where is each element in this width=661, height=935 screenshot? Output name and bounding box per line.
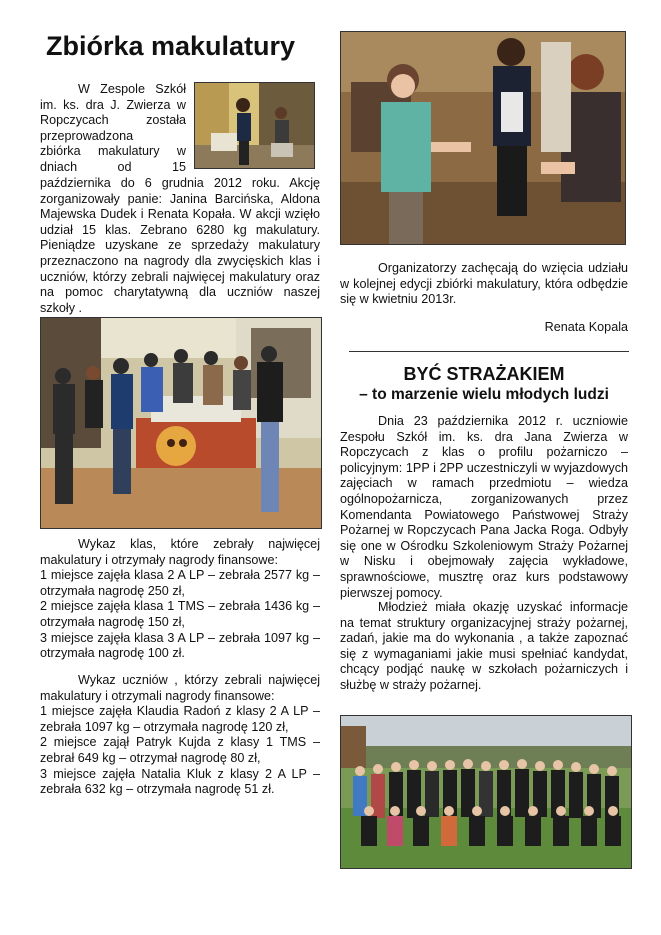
intro-paragraph: października do 6 grudnia 2012 roku. Akcję zorganizowały panie: Janina Barcińska, Aldona Majewska Dudek i Renata Kopała. W akcji wzięło udział 15 klas. Zebrano 6280 kg makulatury. Pieniądze uzyskane ze sprzedaży makulatury przeznaczono na nagrody dla zwycięskich klas i uczniów, którzy zebrali najwięcej makulatury oraz na pomoc charytatywną dla uczniów naszej szkoły . xyxy=(40,176,320,315)
intro-line: im. ks. dra J. Zwierza w xyxy=(40,97,186,112)
organizers-note: Organizatorzy zachęcają do wzięcia udziału w kolejnej edycji zbiórki makulatury, która odbędzie się w kwietniu 2013r. xyxy=(340,261,628,307)
intro-line: przeprowadzona xyxy=(40,128,134,143)
list-item: 1 miejsce zajęła klasa 2 A LP – zebrała 2577 kg – otrzymała nagrodę 250 zł, xyxy=(40,568,320,598)
photo-collection-hallway xyxy=(194,82,315,169)
photo-award-handover xyxy=(340,31,626,245)
classes-section xyxy=(40,537,320,662)
article2-paragraph-1: Dnia 23 października 2012 r. uczniowie Zespołu Szkół im. ks. dra Jana Zwierza w Ropczycach z klas o profilu pożarniczo – policyjnym: 1PP i 2PP uczestniczyli w wyjazdowych zajęciach w ramach przedmiotu – wiedza ogólnopożarnicza, zorganizowanych przez Komendanta Powiatowego Państwowej Straży Pożarnej w Ropczycach Pana Jacka Roga. Odbyły się one w Ośrodku Szkoleniowym Straży Pożarnej w Nisku i obejmowały zajęcia wykładowe, sprawnościowe, musztrę oraz kurs podstawowy pierwszej pomocy. xyxy=(340,414,628,600)
article-title: Zbiórka makulatury xyxy=(46,31,296,61)
author-signature: Renata Kopala xyxy=(544,320,628,334)
intro-line: zbiórka makulatury w xyxy=(40,144,186,159)
intro-line: Ropczycach została xyxy=(40,113,186,128)
list-item: 2 miejsce zajęła klasa 1 TMS – zebrała 1436 kg – otrzymała nagrodę 150 zł, xyxy=(40,599,320,629)
list-item: 3 miejsce zajęła Natalia Kluk z klasy 2 A LP – zebrała 632 kg – otrzymała nagrodę 51 zł. xyxy=(40,766,320,797)
list-item: 1 miejsce zajęła Klaudia Radoń z klasy 2 A LP – zebrała 1097 kg – otrzymała nagrodę 120 zł, xyxy=(40,704,320,734)
section-divider xyxy=(349,351,629,352)
article2-title: BYĆ STRAŻAKIEM xyxy=(403,364,565,384)
intro-column xyxy=(40,82,186,176)
photo-group-firefighters xyxy=(340,715,632,869)
classes-heading: Wykaz klas, które zebrały najwięcej makulatury i otrzymały nagrody finansowe: xyxy=(40,537,320,567)
list-item: 2 miejsce zajął Patryk Kujda z klasy 1 TMS – zebrał 649 kg – otrzymał nagrodę 80 zł, xyxy=(40,735,320,765)
article2-subtitle: – to marzenie wielu młodych ludzi xyxy=(359,386,609,403)
intro-line: W Zespole Szkół xyxy=(78,82,186,96)
article2-paragraph-2: Młodzież miała okazję uzyskać informacje na temat struktury organizacyjnej straży pożarnej, zadań, jakie ma do wykonania , a także zapoznać się z wymaganiami jakie musi spełniać kandydat, chcący podjąć naukę w szkołach pożarniczych i służbę w straży pożarnej. xyxy=(340,600,628,692)
students-section xyxy=(40,673,320,798)
students-heading: Wykaz uczniów , którzy zebrali najwięcej makulatury i otrzymali nagrody finansowe: xyxy=(40,673,320,703)
photo-students-paper xyxy=(40,317,322,529)
list-item: 3 miejsce zajęła klasa 3 A LP – zebrała 1097 kg – otrzymała nagrodę 100 zł. xyxy=(40,630,320,661)
intro-line: dniach od 15 xyxy=(40,159,186,174)
